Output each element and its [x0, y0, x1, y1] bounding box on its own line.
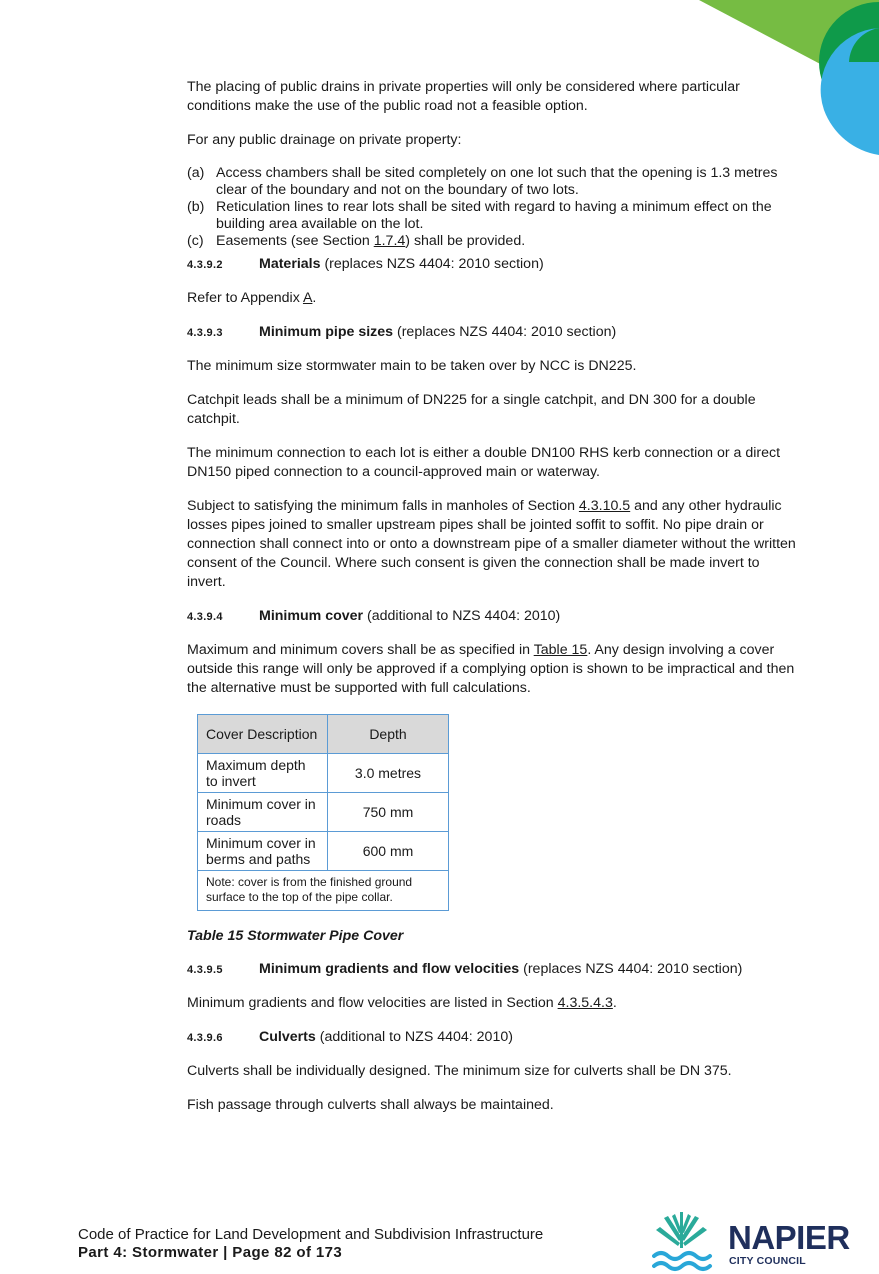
paragraph-text: Refer to Appendix [187, 290, 303, 306]
list-item-text: Access chambers shall be sited completely on one lot such that the opening is 1.3 metres clear of the boundary and not on the boundary of two lots. [216, 165, 778, 198]
paragraph-text: . Any design involving a cover outside this range will only be approved if a complying option is shown to be impractical and then the alternative must be supported with full calculations. [187, 642, 795, 696]
cover-table [197, 714, 449, 911]
table-cell: 3.0 metres [328, 754, 449, 793]
list-item [187, 199, 797, 233]
section-title: Materials [259, 256, 321, 272]
gradients-paragraph [187, 994, 797, 1013]
section-link[interactable]: 4.3.5.4.3 [557, 995, 613, 1011]
intro-paragraph: The placing of public drains in private properties will only be considered where particular conditions make the use of the public road not a feasible option. [187, 79, 740, 114]
table-cell: 600 mm [328, 832, 449, 871]
section-heading-culverts [187, 1028, 797, 1048]
list-item-text-part: Easements (see Section [216, 233, 374, 249]
section-heading-minimum-cover [187, 607, 797, 627]
logo-wordmark: NAPIER [728, 1219, 850, 1256]
table-row [198, 832, 449, 871]
section-note: (replaces NZS 4404: 2010 section) [519, 961, 743, 977]
section-note: (additional to NZS 4404: 2010) [315, 1029, 513, 1045]
paragraph-text: . [612, 995, 617, 1011]
appendix-link[interactable]: A [302, 290, 313, 306]
section-heading-gradients [187, 960, 797, 980]
minimum-cover-paragraph [187, 641, 797, 698]
pipe-sizes-paragraph-1: The minimum size stormwater main to be taken over by NCC is DN225. [187, 358, 637, 374]
table-note: Note: cover is from the finished ground surface to the top of the pipe collar. [198, 871, 449, 911]
section-note: (additional to NZS 4404: 2010) [363, 608, 561, 624]
section-number: 4.3.9.5 [187, 964, 223, 976]
requirements-list [187, 165, 797, 250]
pipe-sizes-paragraph-4 [187, 497, 797, 592]
section-heading-materials [187, 255, 797, 275]
intro-lead: For any public drainage on private property: [187, 132, 462, 148]
paragraph-text: and any other hydraulic losses pipes joined to smaller upstream pipes shall be jointed soffit to soffit. No pipe drain or connection shall connect into or onto a downstream pipe of a smaller diameter without the written consent of the Council. Where such consent is given the connection shall be made invert to invert. [187, 498, 796, 590]
table-header-cell: Cover Description [198, 715, 328, 754]
list-item-label: (a) [187, 165, 205, 181]
paragraph-text: Maximum and minimum covers shall be as specified in [187, 642, 534, 658]
table-header-cell: Depth [328, 715, 449, 754]
table-link[interactable]: Table 15 [533, 642, 588, 658]
logo-subtitle: CITY COUNCIL [729, 1255, 806, 1267]
table-row [198, 793, 449, 832]
section-number: 4.3.9.2 [187, 259, 223, 271]
page-footer [78, 1226, 543, 1262]
document-body [187, 78, 797, 1130]
paragraph-text: . [312, 290, 317, 306]
list-item-label: (b) [187, 199, 205, 215]
section-link[interactable]: 1.7.4 [373, 233, 406, 249]
list-item-text: Reticulation lines to rear lots shall be sited with regard to having a minimum effect on the building area available on the lot. [216, 199, 772, 232]
list-item [187, 233, 797, 250]
section-note: (replaces NZS 4404: 2010 section) [393, 324, 617, 340]
paragraph-text: Subject to satisfying the minimum falls in manholes of Section [187, 498, 579, 514]
table-header-row [198, 715, 449, 754]
pipe-sizes-paragraph-2: Catchpit leads shall be a minimum of DN225 for a single catchpit, and DN 300 for a double catchpit. [187, 392, 756, 427]
culverts-paragraph-1: Culverts shall be individually designed. The minimum size for culverts shall be DN 375. [187, 1063, 732, 1079]
table-row [198, 754, 449, 793]
culverts-paragraph-2: Fish passage through culverts shall always be maintained. [187, 1097, 554, 1113]
section-link[interactable]: 4.3.10.5 [578, 498, 631, 514]
footer-page-info: Part 4: Stormwater | Page 82 of 173 [78, 1244, 343, 1261]
table-cell: Minimum cover in roads [198, 793, 328, 832]
section-number: 4.3.9.4 [187, 611, 223, 623]
list-item-text-part: ) shall be provided. [405, 233, 526, 249]
section-title: Minimum cover [259, 608, 364, 624]
list-item-label: (c) [187, 233, 204, 249]
list-item-text [216, 233, 525, 250]
section-title: Minimum gradients and flow velocities [259, 961, 520, 977]
materials-paragraph [187, 289, 797, 308]
section-title: Culverts [259, 1029, 316, 1045]
table-cell: Maximum depth to invert [198, 754, 328, 793]
section-heading-pipe-sizes [187, 323, 797, 343]
footer-document-title: Code of Practice for Land Development and Subdivision Infrastructure [78, 1226, 544, 1243]
section-number: 4.3.9.6 [187, 1032, 223, 1044]
list-item [187, 165, 797, 199]
table-note-row [198, 871, 449, 911]
table-cell: 750 mm [328, 793, 449, 832]
section-note: (replaces NZS 4404: 2010 section) [320, 256, 544, 272]
paragraph-text: Minimum gradients and flow velocities are listed in Section [187, 995, 558, 1011]
table-cell: Minimum cover in berms and paths [198, 832, 328, 871]
pipe-sizes-paragraph-3: The minimum connection to each lot is either a double DN100 RHS kerb connection or a direct DN150 piped connection to a council-approved main or waterway. [187, 445, 781, 480]
table-caption: Table 15 Stormwater Pipe Cover [187, 928, 404, 944]
section-number: 4.3.9.3 [187, 327, 223, 339]
section-title: Minimum pipe sizes [259, 324, 394, 340]
